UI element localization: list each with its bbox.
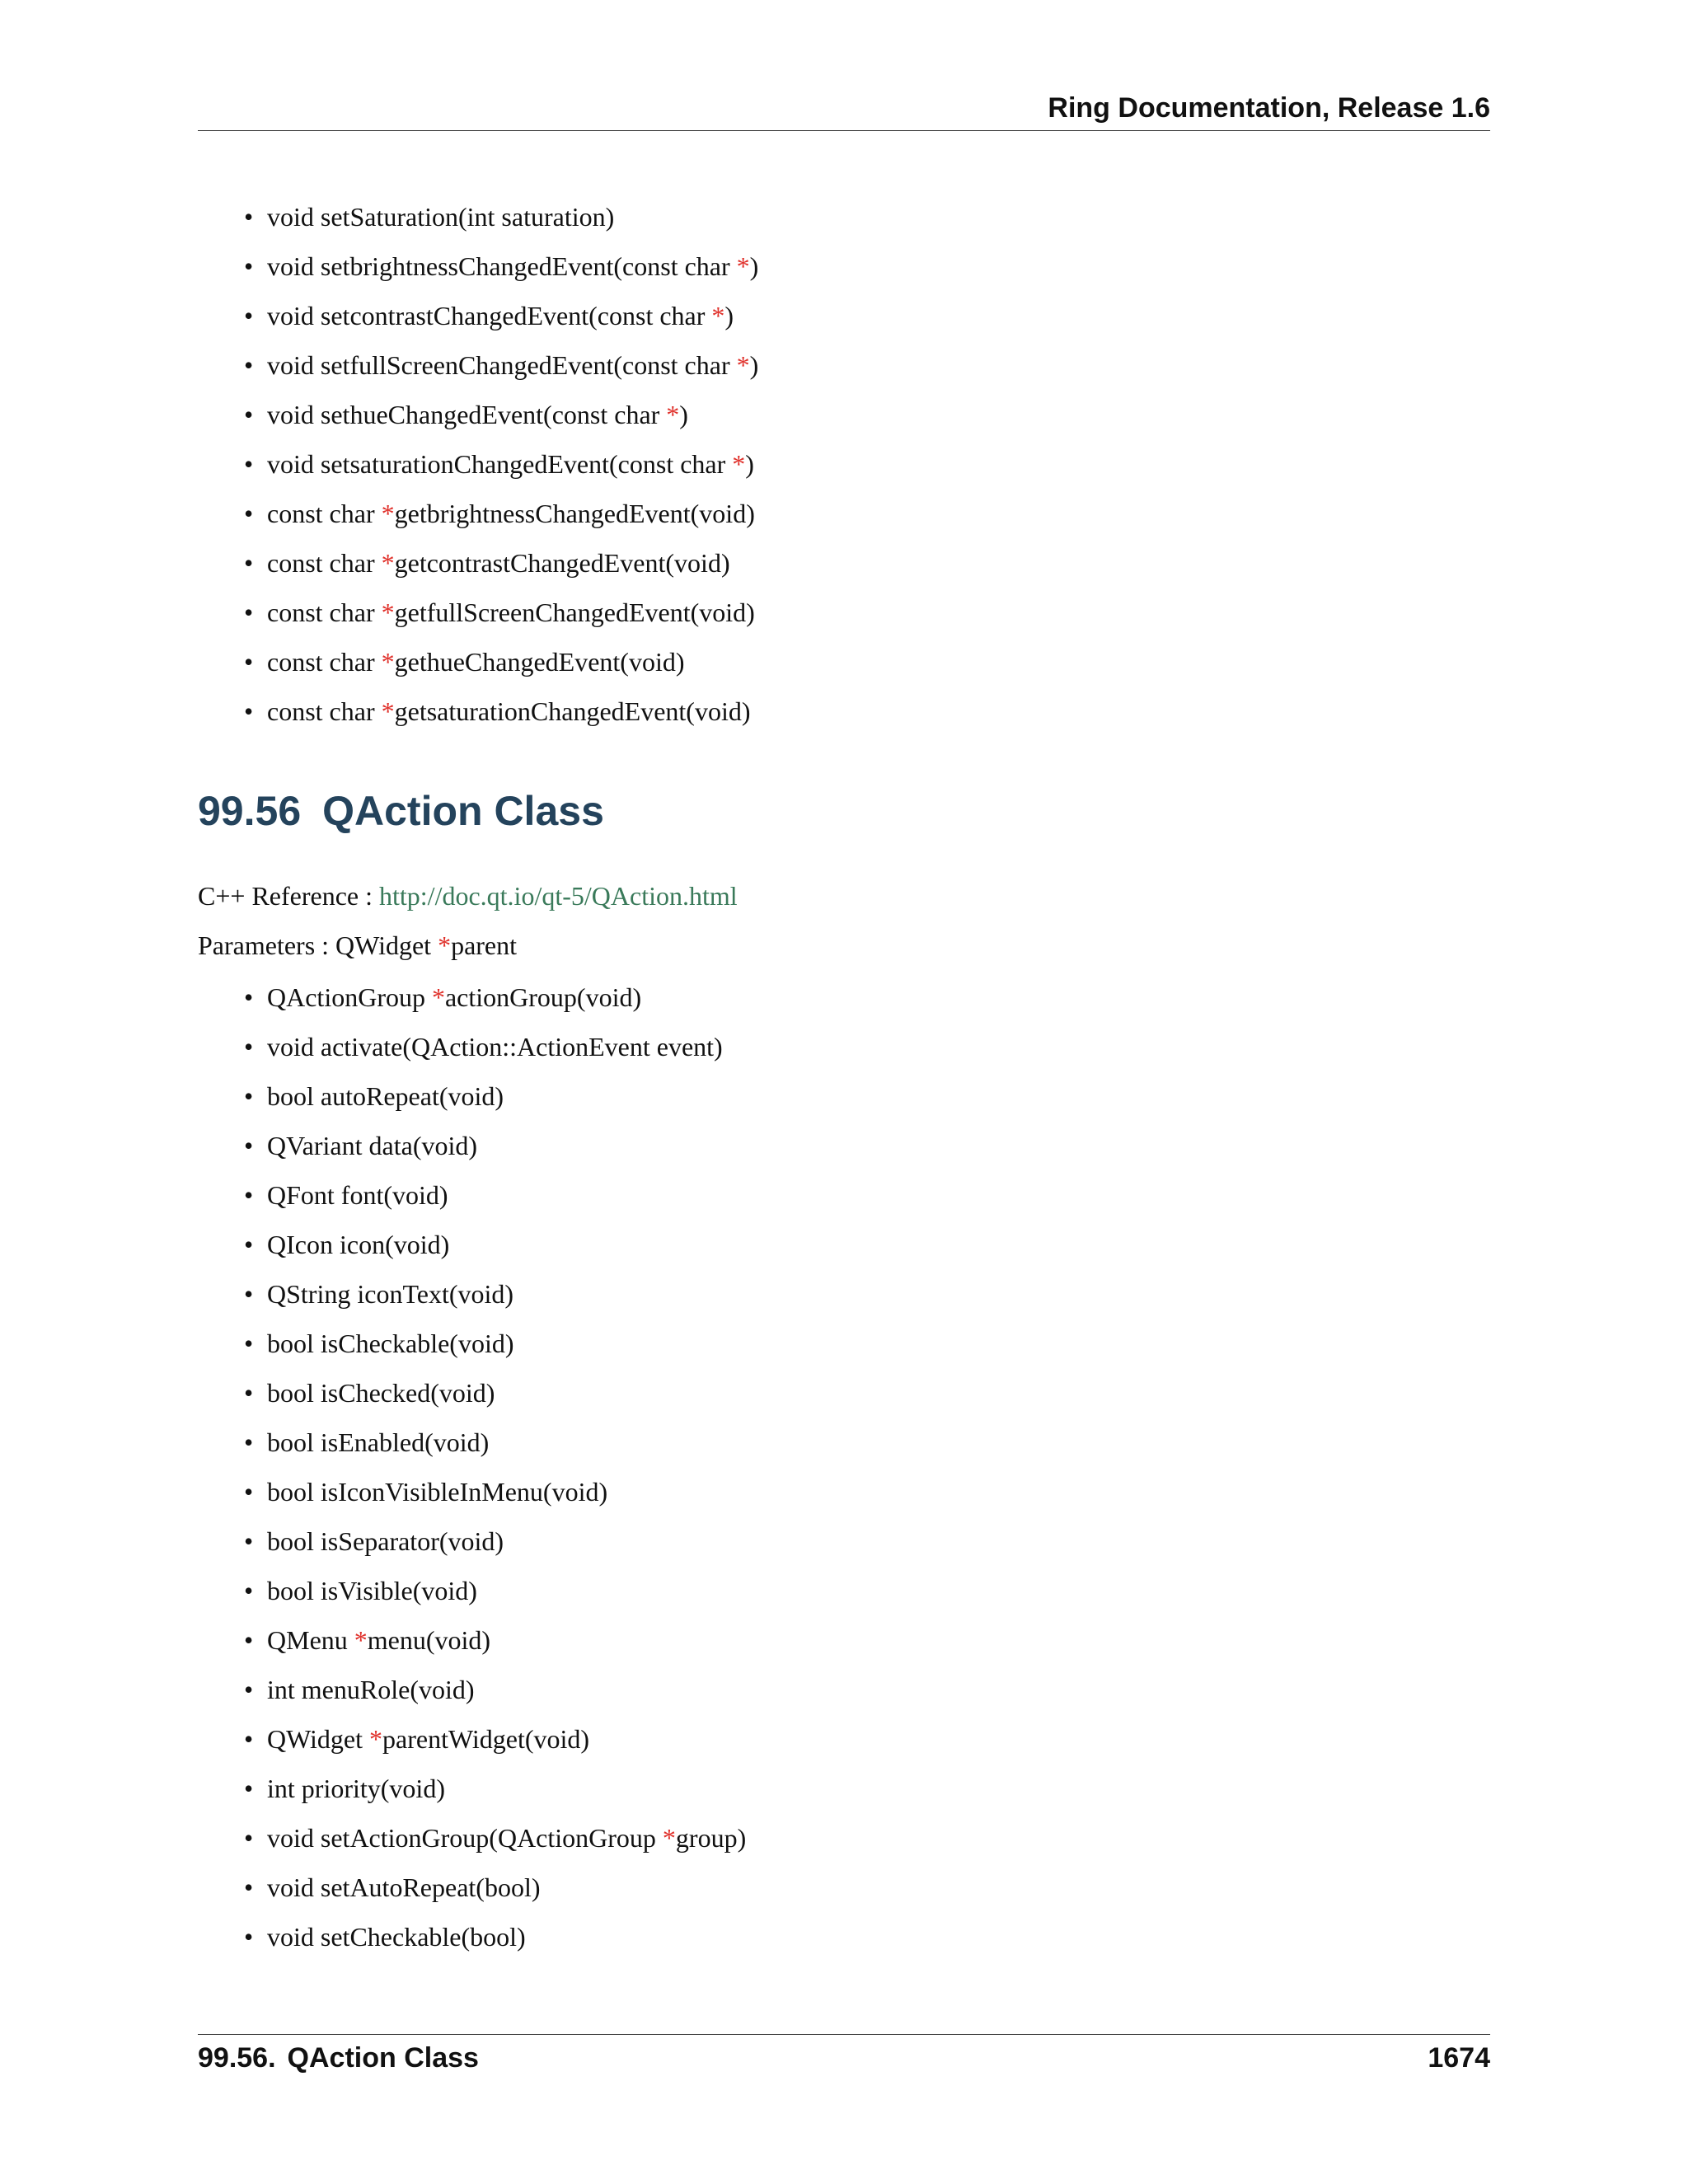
running-header-title: Ring Documentation, Release 1.6	[1048, 92, 1490, 124]
footer-rule	[198, 2034, 1490, 2035]
cpp-reference	[198, 881, 738, 912]
list-item: • void setCheckable(bool)	[244, 1912, 746, 1961]
list-item: • void setActionGroup(QActionGroup *group)	[244, 1813, 746, 1863]
list-item: • bool isChecked(void)	[244, 1368, 746, 1418]
method-list-qaction	[244, 972, 746, 1961]
list-item: • QMenu *menu(void)	[244, 1615, 746, 1665]
reference-link[interactable]: http://doc.qt.io/qt-5/QAction.html	[379, 881, 738, 911]
list-item: • const char *getbrightnessChangedEvent(void)	[244, 489, 758, 538]
parameters-line	[198, 930, 517, 961]
list-item: • QIcon icon(void)	[244, 1220, 746, 1269]
list-item: • QActionGroup *actionGroup(void)	[244, 972, 746, 1022]
bullet-icon: •	[244, 1032, 254, 1062]
bullet-icon: •	[244, 1625, 254, 1655]
bullet-icon: •	[244, 499, 254, 528]
bullet-icon: •	[244, 1675, 254, 1704]
header-rule	[198, 130, 1490, 131]
section-heading	[198, 787, 604, 835]
bullet-icon: •	[244, 301, 254, 330]
method-list-top	[244, 192, 758, 736]
list-item: • void setSaturation(int saturation)	[244, 192, 758, 241]
section-number: 99.56	[198, 788, 302, 834]
list-item: • QVariant data(void)	[244, 1121, 746, 1170]
list-item: • int priority(void)	[244, 1764, 746, 1813]
bullet-icon: •	[244, 1576, 254, 1605]
bullet-icon: •	[244, 1279, 254, 1309]
list-item: • QFont font(void)	[244, 1170, 746, 1220]
list-item: • void setfullScreenChangedEvent(const char *)	[244, 340, 758, 390]
reference-label: C++ Reference :	[198, 881, 379, 911]
params-star: *	[438, 930, 452, 960]
list-item: • const char *getsaturationChangedEvent(void)	[244, 687, 758, 736]
params-label: Parameters : QWidget	[198, 930, 438, 960]
section-title: QAction Class	[322, 788, 604, 834]
bullet-icon: •	[244, 1131, 254, 1160]
list-item: • void sethueChangedEvent(const char *)	[244, 390, 758, 439]
bullet-icon: •	[244, 696, 254, 726]
bullet-icon: •	[244, 1774, 254, 1803]
bullet-icon: •	[244, 982, 254, 1012]
bullet-icon: •	[244, 1427, 254, 1457]
list-item: • bool isEnabled(void)	[244, 1418, 746, 1467]
bullet-icon: •	[244, 400, 254, 429]
bullet-icon: •	[244, 1081, 254, 1111]
list-item: • void setAutoRepeat(bool)	[244, 1863, 746, 1912]
bullet-icon: •	[244, 647, 254, 677]
footer-section	[198, 2042, 479, 2074]
page-number: 1674	[1428, 2042, 1490, 2074]
bullet-icon: •	[244, 202, 254, 232]
bullet-icon: •	[244, 1872, 254, 1902]
list-item: • void setcontrastChangedEvent(const char *)	[244, 291, 758, 340]
bullet-icon: •	[244, 251, 254, 281]
bullet-icon: •	[244, 1180, 254, 1210]
bullet-icon: •	[244, 350, 254, 380]
bullet-icon: •	[244, 1823, 254, 1853]
list-item: • void activate(QAction::ActionEvent event)	[244, 1022, 746, 1071]
bullet-icon: •	[244, 1922, 254, 1952]
list-item: • const char *gethueChangedEvent(void)	[244, 637, 758, 687]
list-item: • bool isCheckable(void)	[244, 1319, 746, 1368]
bullet-icon: •	[244, 1230, 254, 1259]
list-item: • int menuRole(void)	[244, 1665, 746, 1714]
list-item: • bool autoRepeat(void)	[244, 1071, 746, 1121]
list-item: • bool isVisible(void)	[244, 1566, 746, 1615]
bullet-icon: •	[244, 1526, 254, 1556]
bullet-icon: •	[244, 1477, 254, 1507]
footer-section-number: 99.56.	[198, 2042, 276, 2074]
list-item: • void setbrightnessChangedEvent(const char *)	[244, 241, 758, 291]
bullet-icon: •	[244, 1378, 254, 1408]
list-item: • const char *getcontrastChangedEvent(void)	[244, 538, 758, 588]
list-item: • QWidget *parentWidget(void)	[244, 1714, 746, 1764]
bullet-icon: •	[244, 1329, 254, 1358]
list-item: • QString iconText(void)	[244, 1269, 746, 1319]
bullet-icon: •	[244, 548, 254, 578]
bullet-icon: •	[244, 449, 254, 479]
list-item: • bool isSeparator(void)	[244, 1516, 746, 1566]
footer-section-title: QAction Class	[287, 2042, 479, 2074]
bullet-icon: •	[244, 598, 254, 627]
bullet-icon: •	[244, 1724, 254, 1754]
list-item: • const char *getfullScreenChangedEvent(void)	[244, 588, 758, 637]
list-item: • void setsaturationChangedEvent(const char *)	[244, 439, 758, 489]
list-item: • bool isIconVisibleInMenu(void)	[244, 1467, 746, 1516]
params-value: parent	[451, 930, 518, 960]
